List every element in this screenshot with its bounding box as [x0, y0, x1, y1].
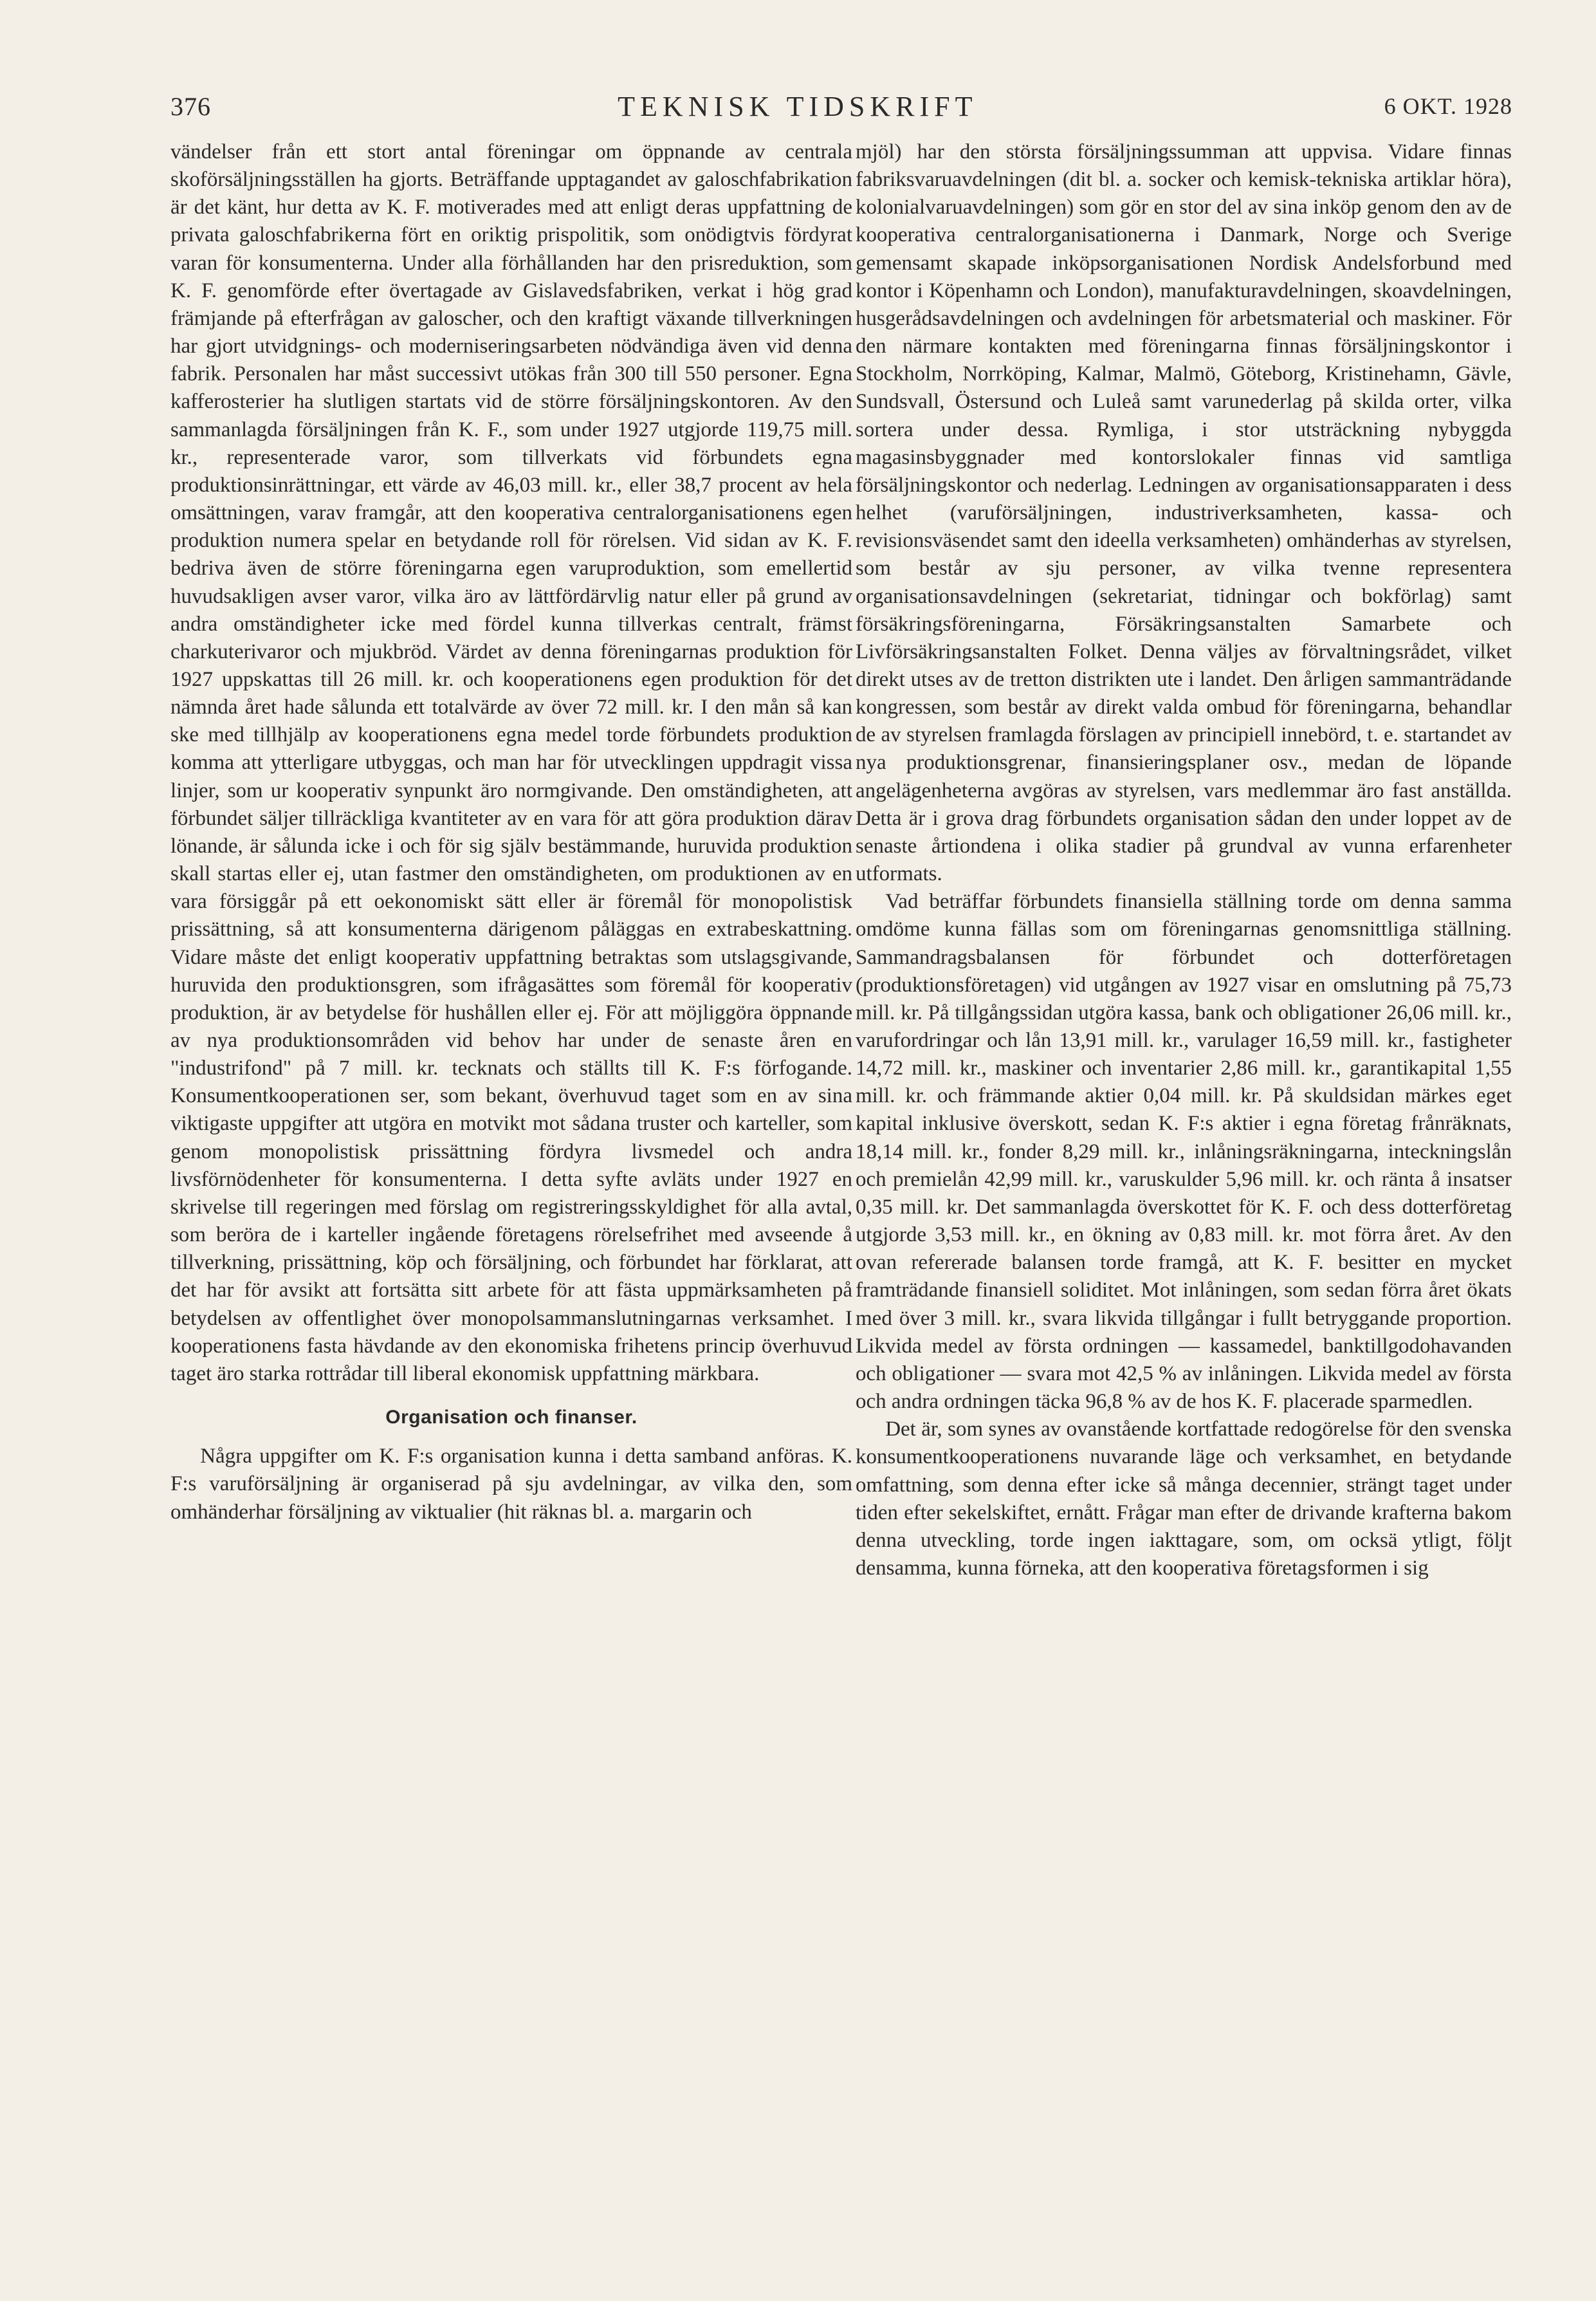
left-paragraph-2: Några uppgifter om K. F:s organisation kunna i detta samband anföras. K. F:s varuförsäljning är organiserad på sju avdelningar, av vilka den, som omhänderhar försäljning av viktualier (hit räknas bl. a. margarin och	[170, 1445, 852, 1524]
left-paragraph-1: vändelser från ett stort antal föreningar om öppnande av centrala skoförsäljningsställen ha gjorts. Beträffande upptagandet av galoschfabrikation är det känt, hur detta av K. F. motiverades med att enligt deras uppfattning de privata galoschfabrikerna fört en oriktig prispolitik, som onödigtvis fördyrat varan för konsumenterna. Under alla förhållanden har den prisreduktion, som K. F. genomförde efter övertagade av Gislavedsfabriken, verkat i hög grad främjande på efterfrågan av galoscher, och den kraftigt växande tillverkningen har gjort utvidgnings- och moderniseringsarbeten nödvändiga även vid denna fabrik. Personalen har måst successivt utökas från 300 till 550 personer. Egna kafferosterier ha slutligen startats vid de större försäljningskontoren. Av den sammanlagda försäljningen från K. F., som under 1927 utgjorde 119,75 mill. kr., representerade varor, som tillverkats vid förbundets egna produktionsinrättningar, ett värde av 46,03 mill. kr., eller 38,7 procent av hela omsättningen, varav framgår, att den kooperativa centralorganisationens egen produktion numera spelar en betydande roll för rörelsen. Vid sidan av K. F. bedriva även de större föreningarna egen varuproduktion, som emellertid huvudsakligen avser varor, vilka äro av lättfördärvlig natur eller på grund av andra omständigheter icke med fördel kunna tillverkas centralt, främst charkuterivaror och mjukbröd. Värdet av denna föreningarnas produktion för 1927 uppskattas till 26 mill. kr. och kooperationens egen produktion för det nämnda året hade sålunda ett totalvärde av över 72 mill. kr. I den mån så kan ske med tillhjälp av kooperationens egna medel torde förbundets produktion komma att ytterligare utbyggas, och man har för utvecklingen uppdragit vissa linjer, som ur kooperativ synpunkt äro normgivande. Den omständigheten, att förbundet säljer tillräckliga kvantiteter av en vara för att göra produktion därav lönande, är sålunda icke i och för sig själv bestämmande, huruvida produktion skall startas eller ej, utan fastmer den omständigheten, om produktionen av en vara försiggår på ett oekonomiskt sätt eller är föremål för monopolistisk prissättning, så att konsumenterna därigenom påläggas en extrabeskattning. Vidare måste det enligt kooperativ uppfattning betraktas som utslagsgivande, huruvida den produktionsgren, som ifrågasättes som föremål för kooperativ produktion, är av betydelse för hushållen eller ej. För att möjliggöra öppnande av nya produktionsområden vid behov har under de senaste åren en "industrifond" på 7 mill. kr. tecknats och ställts till K. F:s förfogande. Konsumentkooperationen ser, som bekant, överhuvud taget som en av sina viktigaste uppgifter att utgöra en motvikt mot sådana truster och karteller, som genom monopolistisk prissättning fördyra livsmedel och andra livsförnödenheter för konsumenterna. I detta syfte avläts under 1927 en skrivelse till regeringen med förslag om registreringsskyldighet för alla avtal, som beröra de i karteller ingående företagens rörelsefrihet med avseende å tillverkning, prissättning, köp och försäljning, och förbundet har förklarat, att det har för avsikt att fortsätta sitt arbete för att fästa uppmärksamheten på betydelsen av offentlighet över monopolsammanslutningarnas verksamhet. I kooperationens fasta hävdande av den ekonomiska frihetens princip överhuvud taget äro starka rottrådar till liberal ekonomisk uppfattning märkbara.	[170, 140, 852, 1385]
journal-title: TEKNISK TIDSKRIFT	[618, 90, 978, 122]
right-column	[856, 138, 1512, 1582]
page-header	[170, 84, 1512, 129]
section-heading: Organisation och finanser.	[385, 1407, 637, 1428]
issue-date: 6 OKT. 1928	[1384, 93, 1512, 119]
page-number: 376	[170, 91, 211, 121]
right-paragraph-2: Vad beträffar förbundets finansiella ställning torde om denna samma omdöme kunna fällas som om föreningarnas genomsnittliga ställning. Sammandragsbalansen för förbundet och dotterföretagen (produktionsföretagen) vid utgången av 1927 visar en omslutning på 75,73 mill. kr. På tillgångssidan utgöra kassa, bank och obligationer 26,06 mill. kr., varufordringar och lån 13,91 mill. kr., varulager 16,59 mill. kr., fastigheter 14,72 mill. kr., maskiner och inventarier 2,86 mill. kr., garantikapital 1,55 mill. kr. och främmande aktier 0,04 mill. kr. På skuldsidan märkes eget kapital inklusive överskott, sedan K. F:s aktier i egna företag frånräknats, 18,14 mill. kr., fonder 8,29 mill. kr., inlåningsräkningarna, inteckningslån och premielån 42,99 mill. kr., varuskulder 5,96 mill. kr. och ränta å insatser 0,35 mill. kr. Det sammanlagda överskottet för K. F. och dess dotterföretag utgjorde 3,53 mill. kr., en ökning av 0,83 mill. kr. mot förra året. Av den ovan refererade balansen torde framgå, att K. F. besitter en mycket framträdande finansiell soliditet. Mot inlåningen, som sedan förra året ökats med över 3 mill. kr., svara likvida tillgångar i fullt betryggande proportion. Likvida medel av första ordningen — kassamedel, banktillgodohavanden och obligationer — svara mot 42,5 % av inlåningen. Likvida medel av första och andra ordningen täcka 96,8 % av de hos K. F. placerade sparmedlen.	[856, 890, 1512, 1414]
left-column	[170, 138, 852, 1526]
right-paragraph-3: Det är, som synes av ovanstående kortfattade redogörelse för den svenska konsumentkooperationens nuvarande läge och verksamhet, en betydande omfattning, som denna efter icke så många decennier, strängt taget under tiden efter sekelskiftet, ernått. Frågar man efter de drivande krafterna bakom denna utveckling, torde ingen iakttagare, som, om ocksä ytligt, följt densamma, kunna förneka, att den kooperativa företagsformen i sig	[856, 1418, 1512, 1580]
right-paragraph-1: mjöl) har den största försäljningssumman att uppvisa. Vidare finnas fabriksvaruavdelningen (dit bl. a. socker och kemisk-tekniska artiklar höra), kolonialvaruavdelningen) som gör en stor del av sina inköp genom den av de kooperativa centralorganisationerna i Danmark, Norge och Sverige gemensamt skapade inköpsorganisationen Nordisk Andelsforbund med kontor i Köpenhamn och London), manufakturavdelningen, skoavdelningen, husgerådsavdelningen och avdelningen för arbetsmaterial och maskiner. För den närmare kontakten med föreningarna finnas försäljningskontor i Stockholm, Norrköping, Kalmar, Malmö, Göteborg, Kristinehamn, Gävle, Sundsvall, Östersund och Luleå samt varunederlag på skilda orter, vilka sortera under dessa. Rymliga, i stor utsträckning nybyggda magasinsbyggnader med kontorslokaler finnas vid samtliga försäljningskontor och nederlag. Ledningen av organisationsapparaten i dess helhet (varuförsäljningen, industriverksamheten, kassa- och revisionsväsendet samt den ideella verksamheten) omhänderhas av styrelsen, som består av sju personer, av vilka tvenne representera organisationsavdelningen (sekretariat, tidningar och bokförlag) samt försäkringsföreningarna, Försäkringsanstalten Samarbete och Livförsäkringsanstalten Folket. Denna väljes av förvaltningsrådet, vilket direkt utses av de tretton distrikten ute i landet. Den årligen sammanträdande kongressen, som består av direkt valda ombud för föreningarna, behandlar de av styrelsen framlagda förslagen av principiell innebörd, t. e. startandet av nya produktionsgrenar, finansieringsplaner osv., medan de löpande angelägenheterna avgöras av styrelsen, vars medlemmar äro fast anställda. Detta är i grova drag förbundets organisation sådan den under loppet av de senaste årtiondena i olika stadier på grundval av vunna erfarenheter utformats.	[856, 140, 1512, 886]
